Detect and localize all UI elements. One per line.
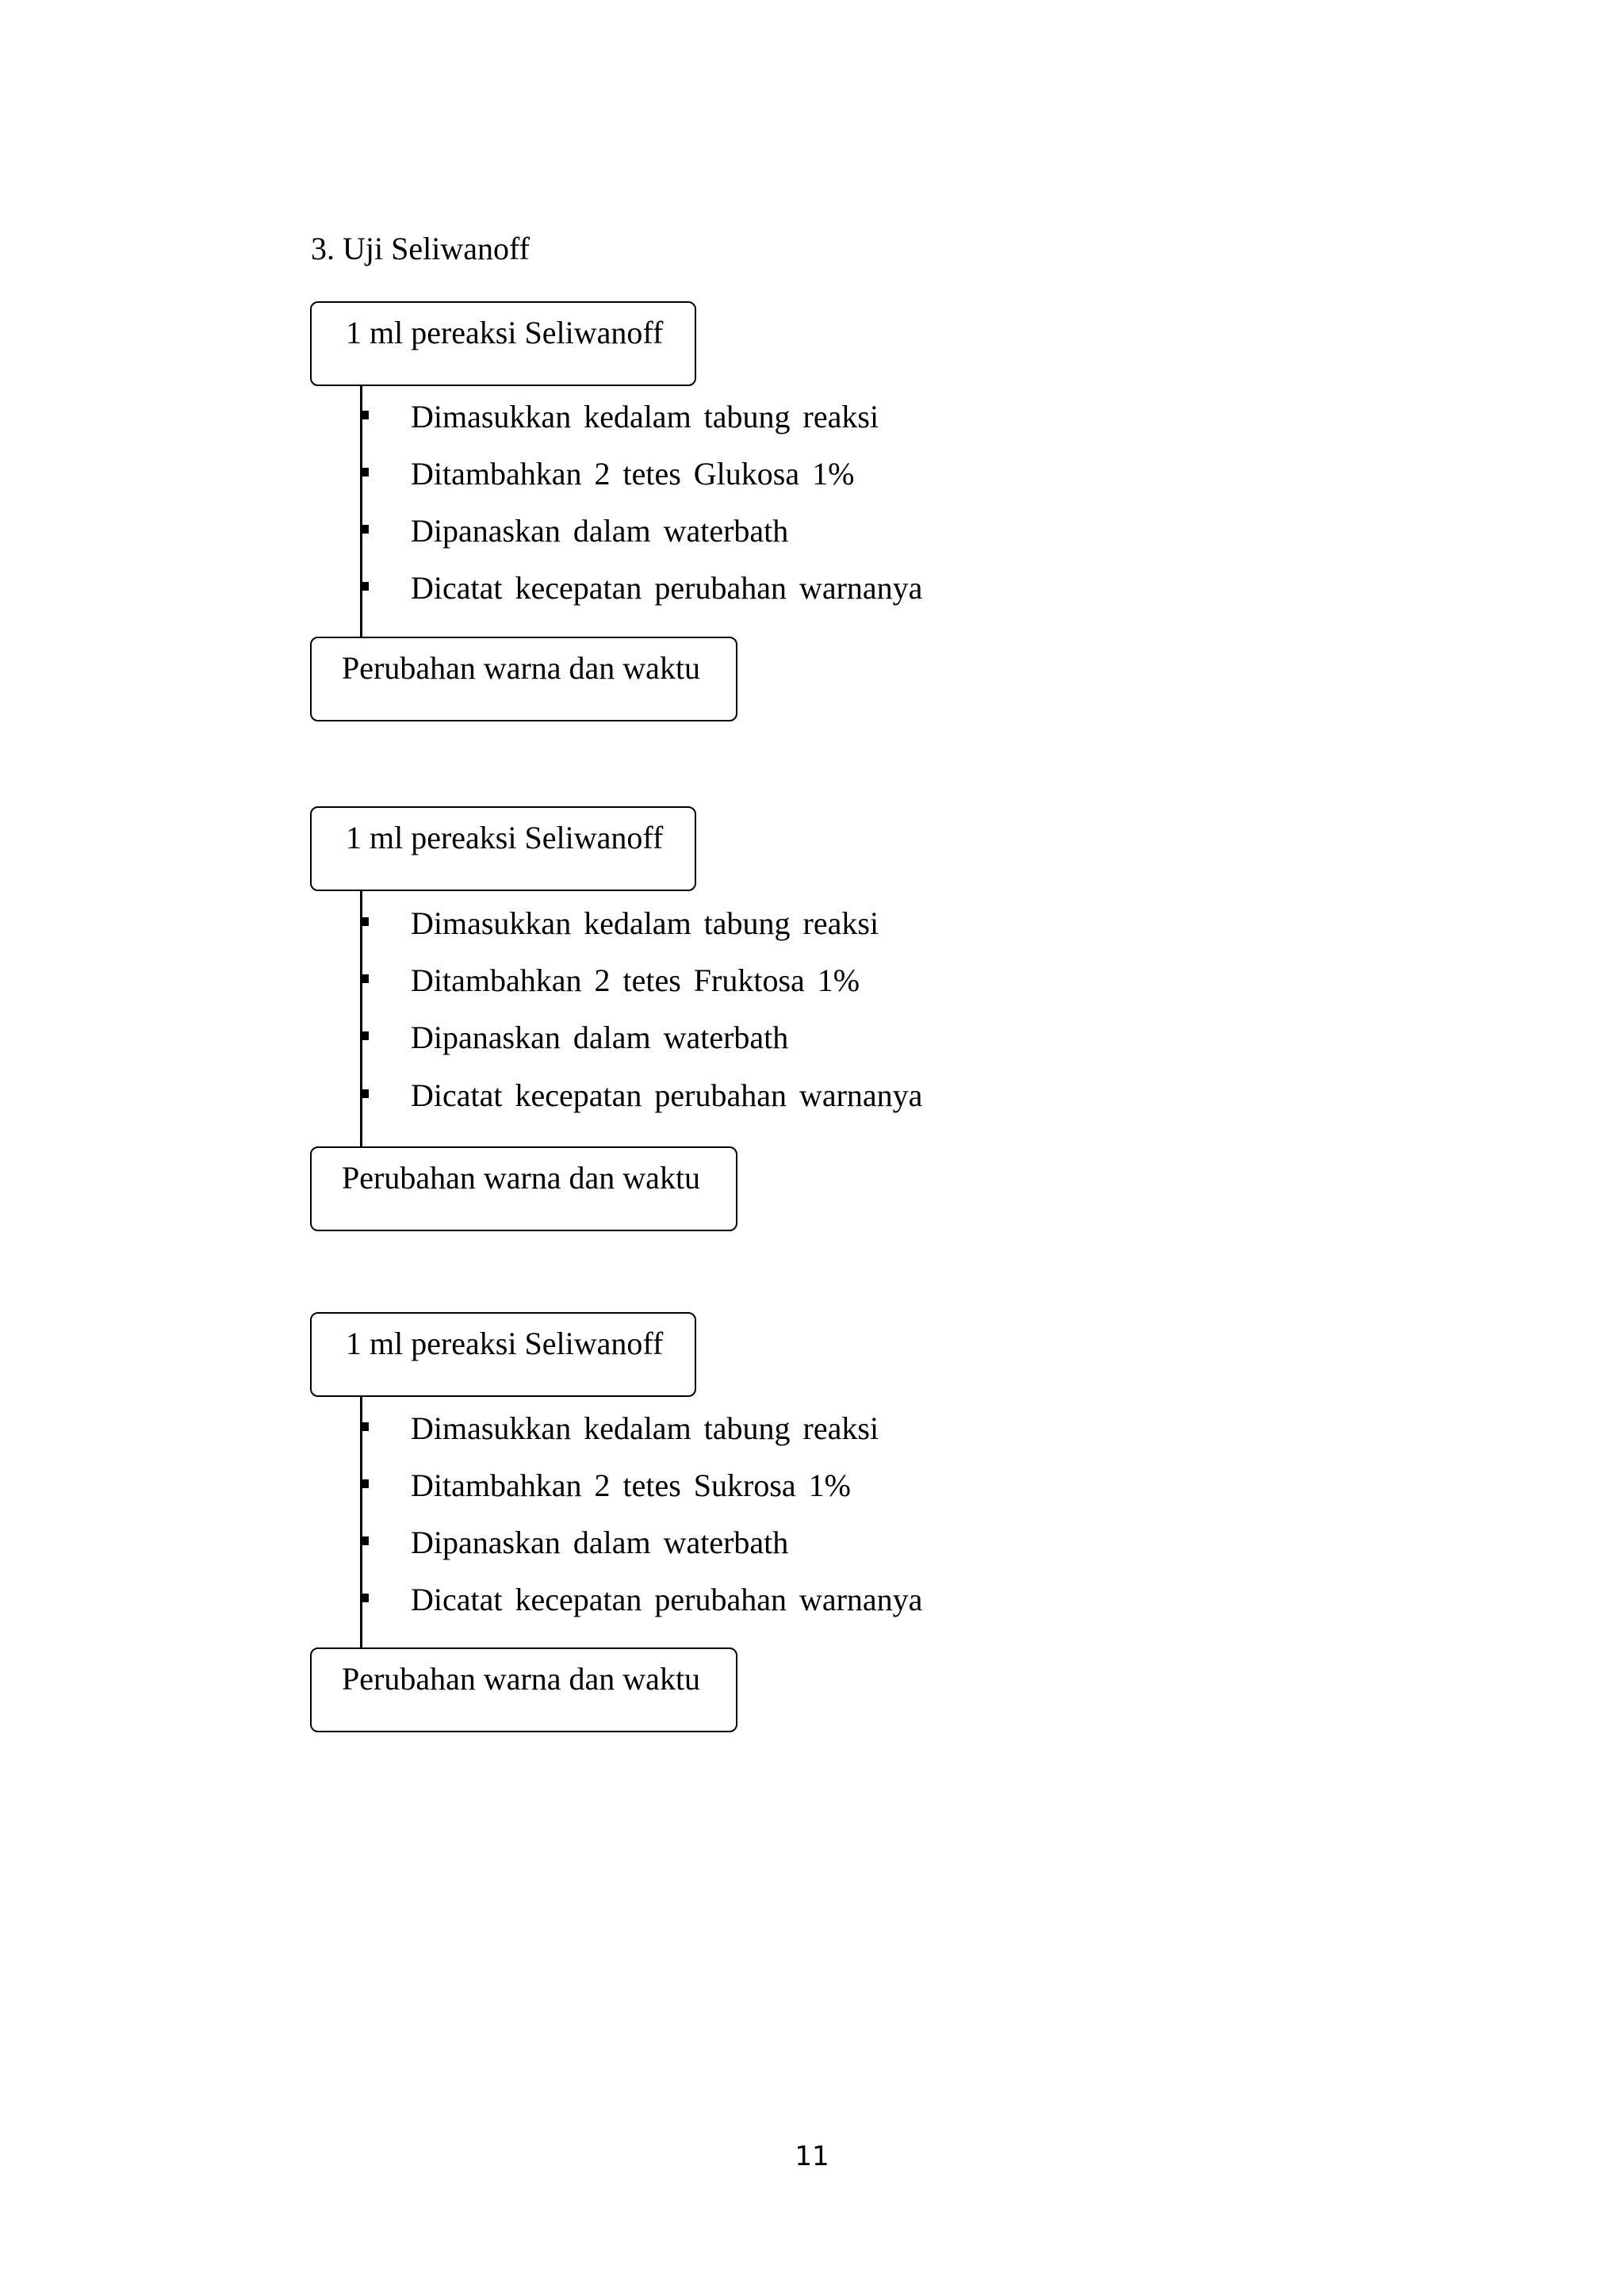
step-label: Ditambahkan 2 tetes Fruktosa 1% [411, 962, 860, 998]
square-bullet-icon [360, 582, 369, 591]
square-bullet-icon [360, 1422, 369, 1431]
step-label: Dimasukkan kedalam tabung reaksi [411, 399, 879, 434]
start-box-label: 1 ml pereaksi Seliwanoff [346, 315, 664, 350]
square-bullet-icon [360, 1031, 369, 1040]
step-label: Ditambahkan 2 tetes Sukrosa 1% [411, 1468, 851, 1503]
square-bullet-icon [360, 1594, 369, 1602]
step-label: Dipanaskan dalam waterbath [411, 1525, 789, 1560]
start-box-label: 1 ml pereaksi Seliwanoff [346, 820, 664, 855]
step-label: Dimasukkan kedalam tabung reaksi [411, 905, 879, 941]
connector-line [360, 1395, 362, 1657]
end-box [310, 1647, 737, 1732]
step-label: Ditambahkan 2 tetes Glukosa 1% [411, 456, 855, 492]
connector-line [360, 890, 362, 1158]
step-label: Dimasukkan kedalam tabung reaksi [411, 1410, 879, 1446]
end-box-label: Perubahan warna dan waktu [342, 1661, 701, 1697]
section-heading: 3. Uji Seliwanoff [311, 231, 530, 266]
step-label: Dipanaskan dalam waterbath [411, 513, 789, 549]
end-box [310, 637, 737, 721]
start-box [310, 301, 696, 386]
flowchart-sukrosa [0, 1312, 1624, 1883]
start-box [310, 806, 696, 891]
square-bullet-icon [360, 1089, 369, 1098]
step-label: Dicatat kecepatan perubahan warnanya [411, 1077, 923, 1113]
end-box-label: Perubahan warna dan waktu [342, 1160, 701, 1196]
square-bullet-icon [360, 468, 369, 476]
step-label: Dipanaskan dalam waterbath [411, 1020, 789, 1055]
square-bullet-icon [360, 1479, 369, 1488]
start-box-label: 1 ml pereaksi Seliwanoff [346, 1326, 664, 1361]
square-bullet-icon [360, 1536, 369, 1545]
end-box [310, 1146, 737, 1231]
square-bullet-icon [360, 974, 369, 983]
step-label: Dicatat kecepatan perubahan warnanya [411, 1582, 923, 1617]
square-bullet-icon [360, 525, 369, 534]
connector-line [360, 385, 362, 638]
start-box [310, 1312, 696, 1397]
end-box-label: Perubahan warna dan waktu [342, 650, 701, 686]
page-number: 11 [795, 2141, 829, 2172]
flowchart-fruktosa [0, 806, 1624, 1377]
square-bullet-icon [360, 917, 369, 926]
square-bullet-icon [360, 411, 369, 419]
step-label: Dicatat kecepatan perubahan warnanya [411, 570, 923, 606]
flowchart-glukosa [0, 301, 1624, 872]
